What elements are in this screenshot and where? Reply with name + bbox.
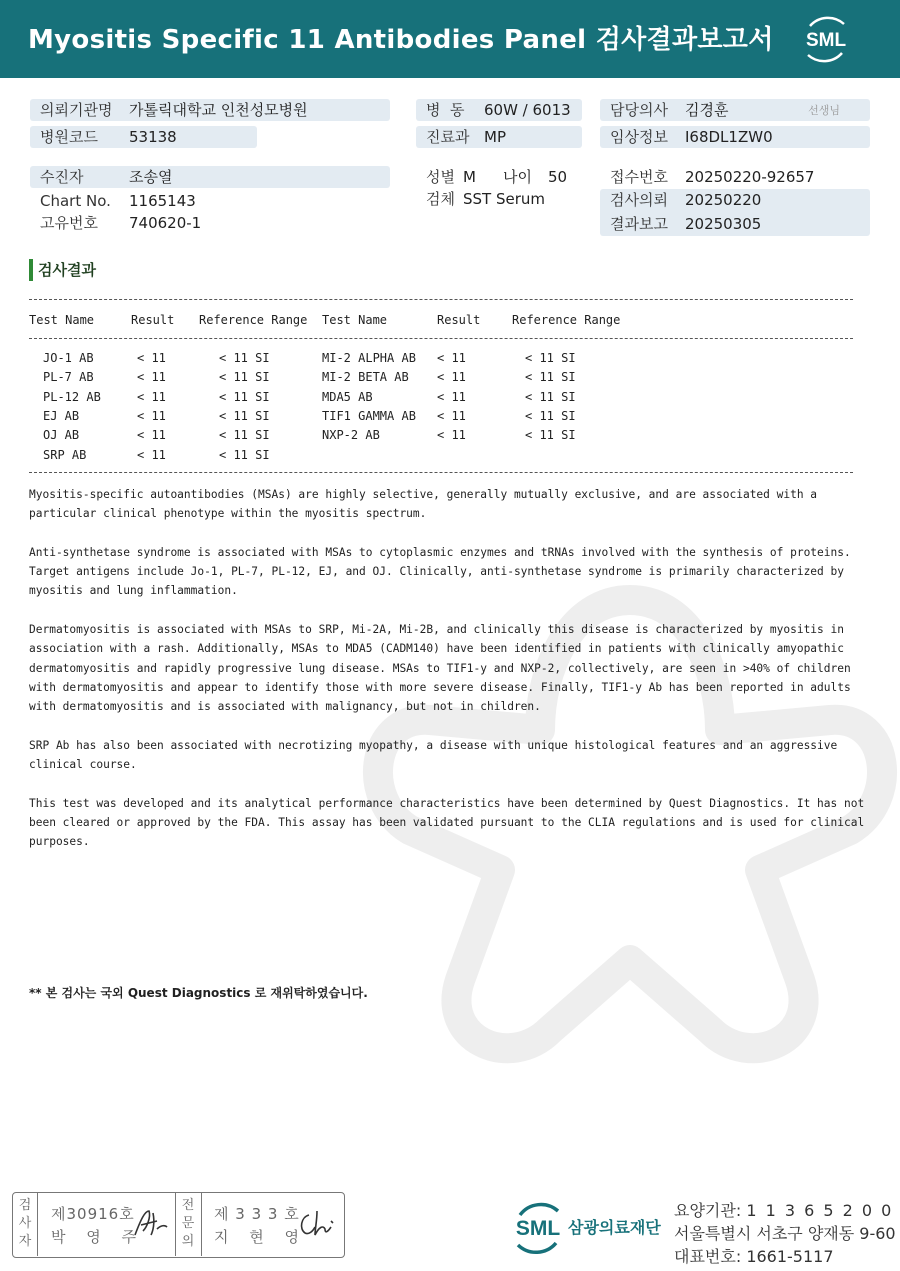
clinical-label: 임상정보 [610,128,668,146]
specimen-field [416,188,586,210]
sml-footer-logo [508,1197,568,1259]
specialist-signature [295,1207,339,1239]
result-name: NXP-2 AB [322,428,380,442]
result-reference: < 11 SI [525,370,576,384]
phone-label: 대표번호: [674,1247,742,1266]
report-header [0,0,900,78]
phone [674,1244,834,1267]
care-number: 1 1 3 6 5 2 0 0 [746,1201,894,1220]
specialist-label: 전문의 [181,1198,195,1249]
sml-logo-text: SML [805,30,847,51]
result-reference: < 11 SI [219,409,270,423]
unique-field [30,212,390,234]
result-reference: < 11 SI [525,351,576,365]
result-reference: < 11 SI [219,390,270,404]
age-value: 50 [548,168,568,186]
col-header-test-name-left: Test Name [29,313,95,327]
receipt-value: 20250220-92657 [685,168,815,186]
request-value: 20250220 [685,191,762,209]
result-reference: < 11 SI [525,428,576,442]
patient-label: 수진자 [40,168,84,186]
sex-label: 성별 [426,168,455,186]
sex-age-field [416,166,586,188]
address: 서울특별시 서초구 양재동 9-60 [674,1224,896,1243]
result-value: < 11 [137,390,166,404]
request-label: 검사의뢰 [610,191,668,209]
col-header-result-left: Result [131,313,175,327]
col-header-reference-left: Reference Range [199,313,308,327]
doctor-label: 담당의사 [610,101,668,119]
result-value: < 11 [137,428,166,442]
department-label: 진료과 [426,128,470,146]
note-paragraph: SRP Ab has also been associated with necrotizing myopathy, a disease with unique histological features and an aggressive clinical course. [29,738,838,772]
foundation-name: 삼광의료재단 [568,1218,661,1237]
stamp-divider [201,1193,202,1256]
result-name: TIF1 GAMMA AB [322,409,416,423]
result-value: < 11 [437,370,466,384]
result-name: PL-12 AB [43,390,101,404]
patient-field [30,166,390,188]
result-name: SRP AB [43,448,87,462]
specimen-label: 검체 [426,190,455,208]
col-header-reference-right: Reference Range [512,313,621,327]
chart-field [30,190,390,212]
result-value: < 11 [437,351,466,365]
institution-field [30,99,390,121]
institution-label: 의뢰기관명 [40,101,113,119]
report-date-field [600,211,870,236]
result-name: PL-7 AB [43,370,94,384]
result-reference: < 11 SI [525,409,576,423]
result-name: OJ AB [43,428,80,442]
unique-value: 740620-1 [129,214,202,232]
result-name: EJ AB [43,409,80,423]
result-name: MI-2 ALPHA AB [322,351,416,365]
receipt-field [600,166,870,188]
section-marker [29,259,33,281]
result-value: < 11 [437,428,466,442]
result-reference: < 11 SI [219,448,270,462]
result-reference: < 11 SI [525,390,576,404]
patient-value: 조송열 [129,168,173,186]
age-label: 나이 [503,168,532,186]
referral-footnote: ** 본 검사는 국외 Quest Diagnostics 로 재위탁하였습니다. [29,986,368,1000]
clinical-field [600,126,870,148]
ward-value: 60W / 6013 [484,101,571,119]
doctor-field [600,99,870,121]
hospital-code-label: 병원코드 [40,128,98,146]
table-bottom-rule [29,472,853,473]
result-value: < 11 [137,351,166,365]
hospital-code-value: 53138 [129,128,177,146]
hospital-code-field [30,126,257,148]
examiner-license: 제30916호 [51,1205,135,1223]
examiner-label: 검사자 [18,1198,32,1249]
table-header-rule [29,338,853,339]
result-name: MDA5 AB [322,390,373,404]
signature-box [12,1192,345,1258]
col-header-result-right: Result [437,313,481,327]
chart-label: Chart No. [40,192,111,210]
ward-label: 병 동 [426,101,465,119]
chart-value: 1165143 [129,192,196,210]
receipt-label: 접수번호 [610,168,668,186]
result-value: < 11 [437,390,466,404]
department-field [416,126,582,148]
interpretive-notes [29,485,867,871]
ward-field [416,99,582,121]
result-value: < 11 [137,409,166,423]
unique-label: 고유번호 [40,214,98,232]
section-title: 검사결과 [38,261,96,279]
doctor-suffix: 선생님 [808,104,840,117]
institution-value: 가톨릭대학교 인천성모병원 [129,101,308,119]
specimen-value: SST Serum [463,190,546,208]
sml-logo [798,12,854,66]
care-institution [674,1198,893,1221]
clinical-value: I68DL1ZW0 [685,128,773,146]
stamp-divider [37,1193,38,1256]
result-name: JO-1 AB [43,351,94,365]
result-value: < 11 [137,370,166,384]
note-paragraph: Dermatomyositis is associated with MSAs to SRP, Mi-2A, Mi-2B, and clinically this disease is characterized by myositis in association with a rash. Additionally, MSAs to MDA5 (CADM140) have been identified in patients with clinically amyopathic dermatomyositis and rapidly progressive lung disease. MSAs to TIF1-y and NXP-2, collectively, are seen in >40% of children with dermatomyositis and appear to identify those with more severe disease. Finally, TIF1-y Ab has been reported in adults with dermatomyositis and is associated with malignancy, but not in children. [29,623,851,714]
note-paragraph: Myositis-specific autoantibodies (MSAs) are highly selective, generally mutually exclusive, and are associated with a particular clinical phenotype within the myositis spectrum. [29,488,818,521]
report-date-value: 20250305 [685,215,762,233]
doctor-value: 김경훈 [685,101,729,119]
col-header-test-name-right: Test Name [322,313,388,327]
report-title: Myositis Specific 11 Antibodies Panel 검사결과보고서 [28,25,774,55]
phone-number: 1661-5117 [746,1247,834,1266]
report-date-label: 결과보고 [610,215,668,233]
note-paragraph: This test was developed and its analytical performance characteristics have been determined by Quest Diagnostics. It has not been cleared or approved by the FDA. This assay has been validated pursuant to the CLIA regulations and is used for clinical purposes. [29,796,865,849]
stamp-divider [175,1193,176,1256]
note-paragraph: Anti-synthetase syndrome is associated with MSAs to cytoplasmic enzymes and tRNAs involved with the synthesis of proteins. Target antigens include Jo-1, PL-7, PL-12, EJ, and OJ. Clinically, anti-synthetase syndrome is primarily characterized by myositis and lung inflammation. [29,545,851,598]
sex-value: M [463,168,476,186]
result-reference: < 11 SI [219,351,270,365]
specialist-license: 제 3 3 3 호 [214,1205,300,1223]
examiner-name: 박 영 주 [51,1228,145,1246]
department-value: MP [484,128,506,146]
care-label: 요양기관: [674,1201,742,1220]
table-top-rule [29,299,853,300]
result-reference: < 11 SI [219,370,270,384]
result-value: < 11 [137,448,166,462]
result-value: < 11 [437,409,466,423]
request-field [600,189,870,211]
examiner-signature [131,1207,171,1239]
sml-footer-logo-text: SML [515,1217,561,1240]
result-reference: < 11 SI [219,428,270,442]
specialist-name: 지 현 영 [214,1228,308,1246]
result-name: MI-2 BETA AB [322,370,409,384]
